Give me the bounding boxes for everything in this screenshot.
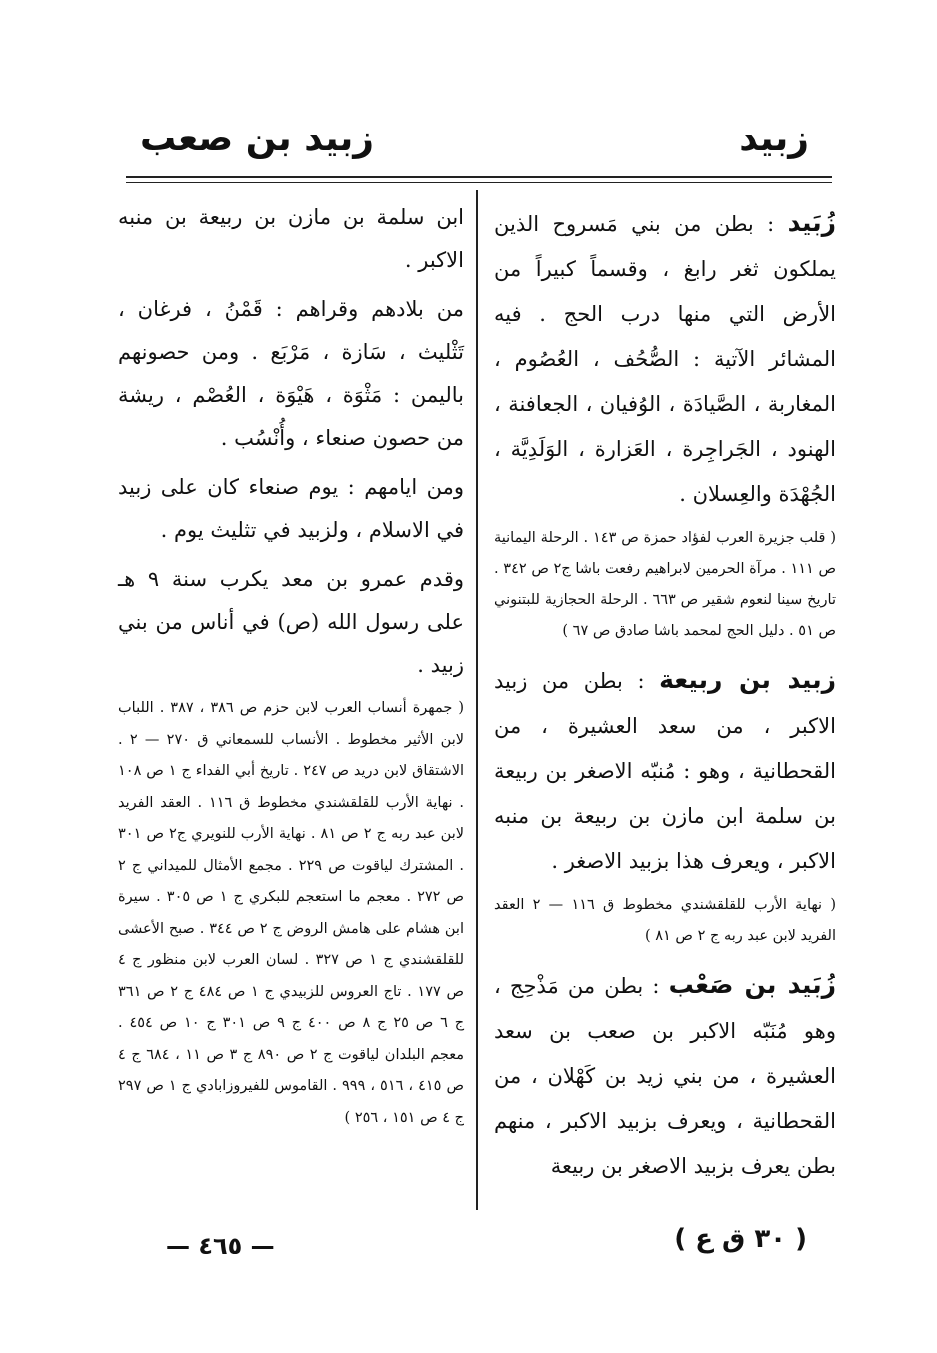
entry-headword: زبيد بن ربيعة	[659, 665, 836, 694]
left-column	[118, 196, 464, 1144]
entry-text: : بطن من مَذْحِج ، وهو مُنَبّه الاكبر بن صعب بن سعد العشيرة ، من بني زيد بن كَهْلان ، من القحطانية ، ويعرف بزبيد الاكبر ، منهم بطن يعرف بزبيد الاصغر بن ربيعة	[494, 974, 836, 1178]
entry-text: : بطن من بني مَسروح الذين يملكون ثغر رابغ ، وقسماً كبيراً من الأرض التي منها درب الحج . فيه المشائر الآتية : الصُّحُف ، العُصُوم ، المغاربة ، الصَّيادَة ، الوُفيان ، الجعافنة ، الهنود ، الجَراجِرة ، العَزارة ، الوَلَدِيَّة ، الجُهْدَة والعِسلان .	[494, 212, 836, 506]
header-rule	[126, 176, 832, 178]
entry-references: ( نهاية الأرب للقلقشندي مخطوط ق ١١٦ — ٢ العقد الفريد لابن عبد ربه ج ٢ ص ٨١ )	[494, 897, 836, 944]
entry-references: ( قلب جزيرة العرب لفؤاد حمزة ص ١٤٣ . الرحلة اليمانية ص ١١١ . مرآة الحرمين لابراهيم رفعت باشا ج٢ ص ٣٤٢ . تاريخ سينا لنعوم شقير ص ٦٦٣ . الرحلة الحجازية للبتنوني ص ٥١ . دليل الحج لمحمد باشا صادق ص ٦٧ )	[494, 530, 837, 639]
page-number: — ٤٦٥ —	[166, 1232, 275, 1260]
lands-paragraph: من بلادهم وقراهم : قَمْنُ ، فرغان ، تَثْليث ، سَازة ، مَرْبَع . ومن حصونهم باليمن : مَثْوَة ، هَيْوَة ، العُصْم ، ريشة من حصون صنعاء ، وأُنْسُب .	[118, 297, 464, 450]
entry-headword: زُبَيد بن صَعْب	[668, 970, 837, 999]
column-divider	[476, 190, 478, 1210]
header-rule-thin	[126, 182, 832, 183]
signature-mark: ( ٣٠ ق ع )	[674, 1224, 807, 1254]
battle-days-paragraph: ومن ايامهم : يوم صنعاء كان على زبيد في الاسلام ، ولزبيد في تثليث يوم .	[118, 475, 464, 542]
entry-zubaid-ibn-rabia	[494, 657, 836, 884]
entry-references: ( جمهرة أنساب العرب لابن حزم ص ٣٨٦ ، ٣٨٧ . اللباب لابن الأثير مخطوط . الأنساب للسمعاني ق ٢٧٠ — ٢ . الاشتقاق لابن دريد ص ٢٤٧ . تاريخ أبي الفداء ج ١ ص ١٠٨ . نهاية الأرب للقلقشندي مخطوط ق ١١٦ . العقد الفريد لابن عبد ربه ج ٢ ص ٨١ . نهاية الأرب للنويري ج٢ ص ٣٠١ . المشترك لياقوت ص ٢٢٩ . مجمع الأمثال للميداني ج ٢ ص ٢٧٢ . معجم ما استعجم للبكري ج ١ ص ٣٠٥ . سيرة ابن هشام على هامش الروض ج ٢ ص ٣٤٤ . صبح الأعشى للقلقشندي ج ١ ص ٣٢٧ . لسان العرب لابن منظور ج ٤ ص ١٧٧ . تاج العروس للزبيدي ج ١ ص ٤٨٤ ج ٢ ص ٣٦١ ج ٦ ص ٢٥ ج ٨ ص ٤٠٠ ج ٩ ص ٣٠١ ج ١٠ ص ٤٥٤ . معجم البلدان لياقوت ج ٢ ص ٨٩٠ ج ٣ ص ١١ ، ٦٨٤ ج ٤ ص ٤١٥ ، ٥١٦ ، ٩٩٩ . القاموس للفيروزابادي ج ١ ص ٢٩٧ ج ٤ ص ١٥١ ، ٢٥٦ )	[118, 700, 465, 1126]
running-head-right: زبيد	[739, 118, 809, 159]
continuation-text: ابن سلمة بن مازن بن ربيعة بن منبه الاكبر .	[118, 205, 464, 272]
amr-paragraph: وقدم عمرو بن معد يكرب سنة ٩ هـ على رسول الله (ص) في أناس من بني زبيد .	[118, 567, 464, 677]
entry-zubaid-ibn-saab	[494, 962, 836, 1189]
entry-headword: زُبَيد	[787, 208, 836, 237]
right-column	[494, 200, 836, 1195]
entry-text: : بطن من زبيد الاكبر ، من سعد العشيرة ، من القحطانية ، وهو : مُنبّه الاصغر بن ربيعة بن سلمة ابن مازن بن ربيعة بن منبه الاكبر ، ويعرف هذا بزبيد الاصغر .	[494, 669, 836, 873]
running-head-left: زبيد بن صعب	[140, 118, 374, 159]
entry-zubaid	[494, 200, 836, 517]
